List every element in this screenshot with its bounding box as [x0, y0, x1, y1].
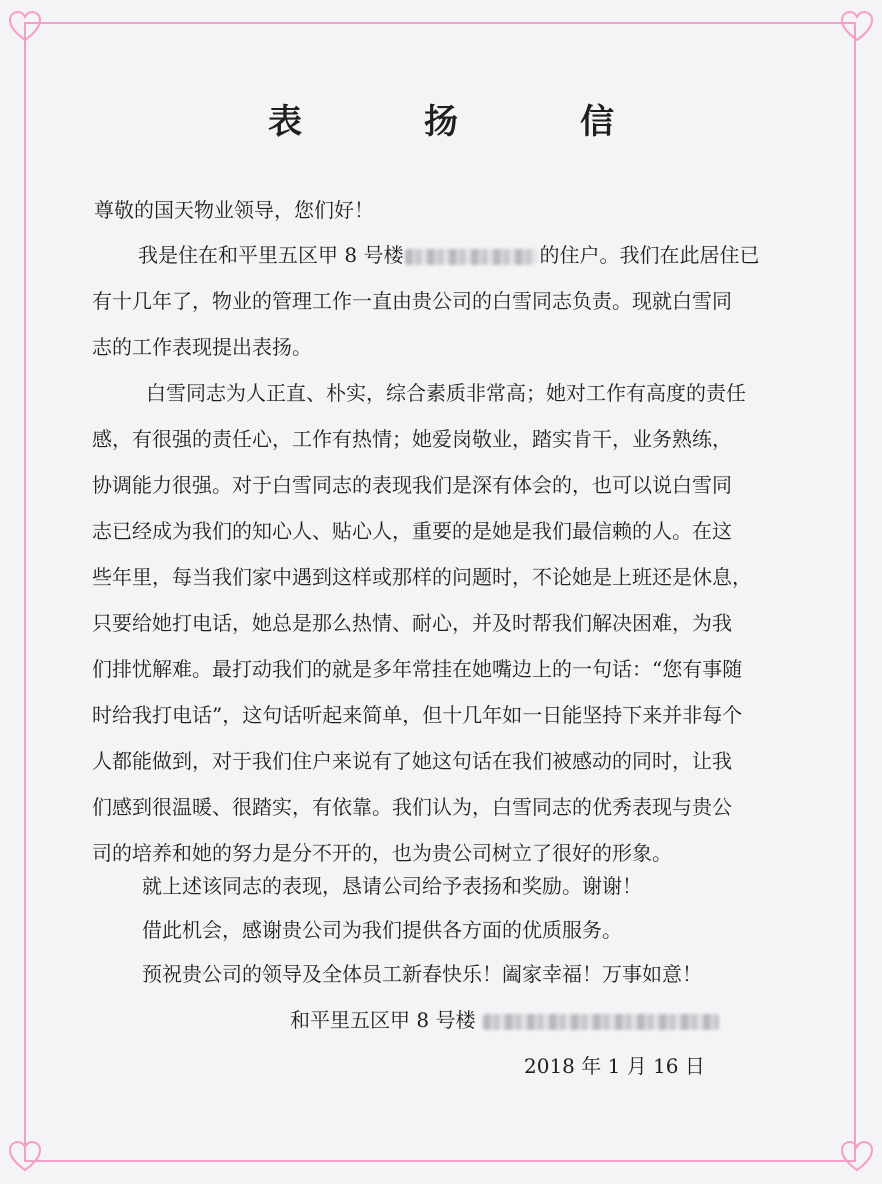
heart-icon: [840, 10, 874, 44]
paragraph-praise: [92, 370, 792, 876]
paragraph-line: 司的培养和她的努力是分不开的，也为贵公司树立了很好的形象。: [92, 841, 672, 865]
greeting: 尊敬的国天物业领导，您们好！: [94, 198, 374, 222]
redacted-address: [405, 249, 537, 265]
redacted-signature: [483, 1014, 719, 1030]
paragraph-line: 感，有很强的责任心，工作有热情；她爱岗敬业，踏实肯干，业务熟练，: [92, 427, 732, 451]
intro-text-b: 的住户。我们在此居住已: [539, 243, 760, 267]
closing-wishes: 预祝贵公司的领导及全体员工新春快乐！阖家幸福！万事如意！: [142, 962, 702, 986]
closing-thanks: 借此机会，感谢贵公司为我们提供各方面的优质服务。: [142, 918, 622, 942]
paragraph-line: 们感到很温暖、很踏实，有依靠。我们认为，白雪同志的优秀表现与贵公: [92, 795, 732, 819]
paragraph-line: 志已经成为我们的知心人、贴心人，重要的是她是我们最信赖的人。在这: [92, 519, 732, 543]
paragraph-line: 志的工作表现提出表扬。: [92, 335, 312, 359]
heart-icon: [8, 10, 42, 44]
heart-icon: [8, 1140, 42, 1174]
letter-title: 表 扬 信: [268, 102, 658, 142]
paragraph-line: 些年里，每当我们家中遇到这样或那样的问题时，不论她是上班还是休息，: [92, 565, 752, 589]
paragraph-line: 有十几年了，物业的管理工作一直由贵公司的白雪同志负责。现就白雪同: [92, 289, 732, 313]
paragraph-line: 人都能做到，对于我们住户来说有了她这句话在我们被感动的同时，让我: [92, 749, 732, 773]
paragraph-line: 协调能力很强。对于白雪同志的表现我们是深有体会的，也可以说白雪同: [92, 473, 732, 497]
intro-text-a: 我是住在和平里五区甲 8 号楼: [138, 243, 404, 267]
paragraph-line: [92, 232, 792, 278]
letter-date: 2018 年 1 月 16 日: [524, 1054, 705, 1078]
closing-request: 就上述该同志的表现，恳请公司给予表扬和奖励。谢谢！: [142, 874, 642, 898]
paragraph-line: 时给我打电话”，这句话听起来简单，但十几年如一日能坚持下来并非每个: [92, 703, 743, 727]
paragraph-intro: [92, 232, 792, 370]
paragraph-line: 们排忧解难。最打动我们的就是多年常挂在她嘴边上的一句话：“您有事随: [92, 657, 743, 681]
heart-icon: [840, 1140, 874, 1174]
paragraph-line: 只要给她打电话，她总是那么热情、耐心，并及时帮我们解决困难，为我: [92, 611, 732, 635]
paragraph-line: 白雪同志为人正直、朴实，综合素质非常高；她对工作有高度的责任: [146, 381, 746, 405]
signature-text: 和平里五区甲 8 号楼: [290, 1008, 476, 1032]
signature: [290, 1006, 721, 1034]
